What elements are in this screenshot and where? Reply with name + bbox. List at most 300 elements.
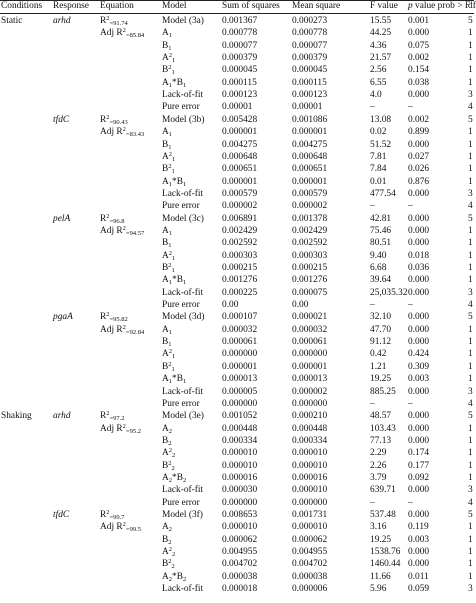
- cell-f-value: 75.46: [370, 225, 392, 236]
- cell-sum-of-squares: 0.000001: [222, 361, 258, 372]
- cell-p-value: 0.075: [408, 40, 430, 51]
- cell-mean-square: 0.000013: [292, 374, 328, 385]
- cell-df: 4: [468, 497, 473, 508]
- model-term-subscript: 2: [171, 563, 175, 571]
- cell-f-value: 7.84: [370, 164, 387, 175]
- cell-mean-square: 0.004955: [292, 547, 328, 558]
- header-f-value: F value: [370, 1, 398, 11]
- cell-mean-square: 0.000303: [292, 250, 328, 261]
- model-term-superscript: 2: [168, 447, 173, 455]
- model-term-base: A: [162, 349, 169, 360]
- model-term-subscript: 1: [172, 353, 176, 361]
- cell-sum-of-squares: 0.006891: [222, 213, 258, 224]
- cell-df: 5: [468, 213, 473, 224]
- cell-equation: [100, 410, 125, 423]
- cell-df: 1: [468, 337, 473, 348]
- cell-p-value: 0.000: [408, 547, 430, 558]
- cell-sum-of-squares: 0.000001: [222, 176, 258, 187]
- model-term-superscript: 2: [168, 64, 172, 72]
- cell-mean-square: 0.000648: [292, 151, 328, 162]
- cell-conditions: Static: [1, 16, 23, 26]
- equation-term-superscript: 2: [106, 410, 110, 418]
- equation-term-subscript: =95.2: [125, 427, 141, 435]
- cell-p-value: 0.177: [408, 460, 430, 471]
- model-term-subscript: 2: [168, 476, 173, 484]
- table-row: [0, 287, 474, 300]
- table-row: [0, 27, 474, 40]
- model-term-base: *B: [172, 77, 183, 88]
- cell-f-value: 21.57: [370, 53, 392, 64]
- model-term-superscript: 2: [168, 163, 172, 171]
- cell-f-value: –: [370, 201, 375, 212]
- model-term-subscript: 2: [168, 427, 173, 435]
- equation-term-subscript: =83.43: [125, 131, 145, 139]
- table-row: [0, 262, 474, 275]
- equation-term-base: Adj R: [100, 423, 123, 434]
- equation-term-subscript: =97.2: [109, 415, 125, 423]
- cell-p-value: 0.000: [408, 238, 430, 249]
- cell-model: [162, 435, 172, 448]
- model-term-base: *B: [172, 374, 183, 385]
- equation-term-superscript: 2: [122, 521, 126, 529]
- header-p-rest: value prob > F: [412, 1, 471, 11]
- cell-df: 3: [468, 584, 473, 595]
- cell-df: 1: [468, 127, 473, 138]
- cell-f-value: 477.54: [370, 188, 396, 199]
- model-term-base: B: [162, 238, 169, 249]
- model-term-subscript: 1: [168, 32, 173, 40]
- cell-f-value: 7.81: [370, 151, 387, 162]
- cell-model: [162, 250, 175, 263]
- cell-sum-of-squares: 0.000018: [222, 584, 258, 595]
- cell-model: [162, 225, 172, 238]
- cell-p-value: 0.174: [408, 448, 430, 459]
- cell-sum-of-squares: 0.004702: [222, 559, 258, 570]
- cell-model: [162, 521, 172, 534]
- cell-sum-of-squares: 0.004955: [222, 547, 258, 558]
- model-term-base: *B: [172, 176, 183, 187]
- cell-f-value: 0.42: [370, 349, 387, 360]
- cell-sum-of-squares: 0.000123: [222, 90, 258, 101]
- model-term-base: Lack-of-fit: [162, 90, 204, 101]
- cell-f-value: 15.55: [370, 16, 392, 26]
- cell-sum-of-squares: 0.004275: [222, 139, 258, 150]
- model-term-subscript: 1: [171, 69, 175, 77]
- cell-df: 5: [468, 411, 473, 422]
- cell-p-value: 0.000: [408, 275, 430, 286]
- model-term-subscript: 1: [171, 365, 175, 373]
- model-term-subscript: 1: [182, 180, 187, 188]
- cell-p-value: 0.001: [408, 16, 430, 26]
- cell-f-value: 5.96: [370, 584, 387, 595]
- cell-model: [162, 287, 203, 300]
- table-row: [0, 126, 474, 139]
- cell-mean-square: 0.004702: [292, 559, 328, 570]
- equation-term-subscript: =95.82: [109, 316, 128, 324]
- equation-term-base: R: [100, 114, 107, 125]
- cell-model: [162, 213, 204, 226]
- cell-sum-of-squares: 0.000379: [222, 53, 258, 64]
- cell-df: 1: [468, 28, 473, 39]
- cell-model: [162, 583, 203, 596]
- cell-p-value: 0.026: [408, 164, 430, 175]
- cell-response: tfdC: [53, 114, 70, 125]
- model-term-subscript: 1: [168, 143, 172, 151]
- cell-equation: [100, 114, 128, 127]
- equation-term-superscript: 2: [106, 15, 110, 22]
- cell-f-value: 44.25: [370, 28, 392, 39]
- equation-term-superscript: 2: [122, 27, 126, 35]
- cell-equation: [100, 521, 141, 534]
- table-row: [0, 237, 474, 250]
- cell-p-value: 0.018: [408, 250, 430, 261]
- model-term-base: B: [162, 559, 169, 570]
- cell-sum-of-squares: 0.000061: [222, 337, 258, 348]
- table-row: [0, 373, 474, 386]
- cell-df: 1: [468, 361, 473, 372]
- cell-model: [162, 534, 172, 547]
- model-term-subscript: 1: [182, 279, 187, 287]
- cell-p-value: 0.000: [408, 324, 430, 335]
- cell-model: [162, 237, 172, 250]
- cell-sum-of-squares: 0.000010: [222, 448, 258, 459]
- cell-sum-of-squares: 0.000038: [222, 571, 258, 582]
- table-row: [0, 558, 474, 571]
- cell-mean-square: 0.000010: [292, 460, 328, 471]
- cell-f-value: –: [370, 398, 375, 409]
- cell-model: [162, 373, 186, 386]
- cell-f-value: 0.02: [370, 127, 387, 138]
- cell-sum-of-squares: 0.000000: [222, 398, 258, 409]
- cell-sum-of-squares: 0.000010: [222, 460, 258, 471]
- model-term-base: A: [162, 522, 169, 533]
- model-term-subscript: 2: [168, 439, 172, 447]
- cell-df: 1: [468, 164, 473, 175]
- model-term-subscript: 2: [182, 575, 187, 583]
- cell-model: [162, 423, 172, 436]
- cell-df: 3: [468, 188, 473, 199]
- cell-df: 1: [468, 522, 473, 533]
- cell-df: 5: [468, 312, 473, 323]
- cell-df: 1: [468, 77, 473, 88]
- model-term-base: A: [162, 225, 169, 236]
- cell-model: [162, 558, 175, 571]
- cell-f-value: 103.43: [370, 423, 396, 434]
- cell-f-value: 1.21: [370, 361, 387, 372]
- cell-model: [162, 324, 172, 337]
- cell-model: [162, 77, 186, 90]
- cell-model: [162, 410, 204, 423]
- cell-p-value: 0.011: [408, 571, 429, 582]
- cell-df: 1: [468, 275, 473, 286]
- cell-sum-of-squares: 0.000000: [222, 497, 258, 508]
- equation-term-subscript: =96.8: [109, 217, 125, 225]
- table-row: [0, 101, 474, 114]
- model-term-base: B: [162, 361, 169, 372]
- model-term-base: A: [162, 423, 169, 434]
- cell-f-value: 77.13: [370, 435, 392, 446]
- cell-sum-of-squares: 0.001367: [222, 16, 258, 26]
- header-p-italic: p: [408, 1, 413, 11]
- cell-mean-square: 0.001731: [292, 510, 328, 520]
- equation-term-base: R: [100, 411, 107, 422]
- cell-f-value: 42.81: [370, 213, 392, 224]
- cell-f-value: 80.51: [370, 238, 392, 249]
- cell-p-value: 0.424: [408, 349, 430, 360]
- cell-mean-square: 0.001086: [292, 114, 328, 125]
- model-term-base: Model (3f): [162, 510, 203, 520]
- cell-df: 5: [468, 114, 473, 125]
- model-term-base: A: [162, 151, 169, 162]
- cell-p-value: 0.000: [408, 213, 430, 224]
- model-term-subscript: 1: [168, 131, 173, 139]
- header-conditions: Conditions: [1, 1, 43, 11]
- cell-df: 1: [468, 263, 473, 273]
- model-term-subscript: 1: [168, 341, 172, 349]
- cell-f-value: 885.25: [370, 386, 396, 397]
- equation-term-superscript: 2: [122, 224, 126, 232]
- cell-sum-of-squares: 0.001276: [222, 275, 258, 286]
- cell-p-value: 0.059: [408, 584, 430, 595]
- cell-df: 1: [468, 225, 473, 236]
- cell-mean-square: 0.000778: [292, 28, 328, 39]
- cell-mean-square: 0.000000: [292, 398, 328, 409]
- cell-p-value: 0.027: [408, 151, 430, 162]
- table-row: [0, 571, 474, 584]
- cell-f-value: 25,035.32: [370, 287, 408, 298]
- cell-sum-of-squares: 0.000032: [222, 324, 258, 335]
- model-term-superscript: 2: [168, 360, 172, 368]
- equation-term-superscript: 2: [106, 113, 110, 121]
- cell-p-value: 0.000: [408, 435, 430, 446]
- cell-mean-square: 0.000016: [292, 472, 328, 483]
- cell-p-value: 0.000: [408, 225, 430, 236]
- cell-p-value: 0.000: [408, 287, 430, 298]
- cell-equation: [100, 311, 128, 324]
- cell-model: [162, 64, 175, 77]
- cell-response: arhd: [53, 411, 71, 422]
- cell-sum-of-squares: 0.000651: [222, 164, 258, 175]
- cell-mean-square: 0.000062: [292, 534, 328, 545]
- table-row: [0, 274, 474, 287]
- cell-model: [162, 361, 175, 374]
- cell-df: 3: [468, 386, 473, 397]
- model-term-base: A: [162, 374, 169, 385]
- table-row: [0, 188, 474, 201]
- table-row: [0, 410, 474, 423]
- equation-term-superscript: 2: [122, 323, 126, 331]
- model-term-base: Model (3c): [162, 213, 204, 224]
- cell-sum-of-squares: 0.000001: [222, 127, 258, 138]
- cell-f-value: 6.68: [370, 263, 387, 273]
- table-row: [0, 151, 474, 164]
- cell-p-value: 0.309: [408, 361, 430, 372]
- model-term-subscript: 1: [168, 180, 173, 188]
- header-equation: Equation: [100, 1, 134, 11]
- table-row: [0, 497, 474, 510]
- cell-sum-of-squares: 0.008653: [222, 510, 258, 520]
- model-term-base: Pure error: [162, 398, 200, 409]
- model-term-base: B: [162, 337, 169, 348]
- table-row: [0, 311, 474, 324]
- table-row: [0, 546, 474, 559]
- header-model: Model: [162, 1, 187, 11]
- table-row: [0, 163, 474, 176]
- cell-mean-square: 0.000010: [292, 448, 328, 459]
- cell-df: 3: [468, 287, 473, 298]
- cell-df: 4: [468, 398, 473, 409]
- cell-f-value: 3.16: [370, 522, 387, 533]
- cell-p-value: 0.003: [408, 374, 430, 385]
- equation-term-subscript: =91.74: [109, 20, 128, 27]
- table-row: [0, 361, 474, 374]
- equation-term-superscript: 2: [106, 212, 110, 220]
- table-row: [0, 336, 474, 349]
- cell-df: 1: [468, 176, 473, 187]
- equation-term-base: R: [100, 213, 107, 224]
- cell-mean-square: 0.000010: [292, 485, 328, 496]
- cell-response: arhd: [53, 16, 71, 26]
- cell-p-value: 0.876: [408, 176, 430, 187]
- cell-sum-of-squares: 0.000448: [222, 423, 258, 434]
- cell-mean-square: 0.000001: [292, 127, 328, 138]
- cell-p-value: –: [408, 102, 413, 113]
- cell-mean-square: 0.000215: [292, 263, 328, 273]
- cell-f-value: 47.70: [370, 324, 392, 335]
- cell-model: [162, 114, 204, 127]
- model-term-base: Lack-of-fit: [162, 386, 204, 397]
- model-term-subscript: 1: [172, 155, 176, 163]
- cell-model: [162, 447, 175, 460]
- cell-f-value: 1460.44: [370, 559, 401, 570]
- equation-term-superscript: 2: [106, 311, 110, 319]
- cell-sum-of-squares: 0.000016: [222, 472, 258, 483]
- cell-equation: [100, 126, 144, 139]
- model-term-superscript: 2: [168, 52, 173, 60]
- model-term-subscript: 1: [168, 229, 173, 237]
- cell-df: 1: [468, 53, 473, 64]
- model-term-base: A: [162, 176, 169, 187]
- cell-df: 4: [468, 300, 473, 311]
- cell-df: 1: [468, 374, 473, 385]
- cell-p-value: 0.000: [408, 386, 430, 397]
- cell-p-value: –: [408, 201, 413, 212]
- cell-p-value: 0.003: [408, 534, 430, 545]
- model-term-superscript: 2: [168, 348, 173, 356]
- model-term-base: A: [162, 324, 169, 335]
- cell-mean-square: 0.000006: [292, 584, 328, 595]
- cell-f-value: –: [370, 300, 375, 311]
- cell-model: [162, 336, 172, 349]
- cell-p-value: 0.000: [408, 411, 430, 422]
- cell-model: [162, 386, 203, 399]
- cell-f-value: 13.08: [370, 114, 392, 125]
- model-term-subscript: 2: [172, 551, 176, 559]
- cell-df: 1: [468, 349, 473, 360]
- cell-p-value: 0.000: [408, 28, 430, 39]
- cell-f-value: 0.01: [370, 176, 387, 187]
- cell-conditions: Shaking: [1, 411, 32, 422]
- model-term-base: A: [162, 547, 169, 558]
- cell-model: [162, 188, 203, 201]
- cell-response: tfdC: [53, 510, 70, 520]
- equation-term-subscript: =92.84: [125, 328, 145, 336]
- cell-f-value: 11.66: [370, 571, 391, 582]
- cell-model: [162, 274, 186, 287]
- equation-term-base: Adj R: [100, 522, 123, 533]
- cell-sum-of-squares: 0.000648: [222, 151, 258, 162]
- cell-sum-of-squares: 0.000115: [222, 77, 257, 88]
- cell-mean-square: 0.00001: [292, 102, 323, 113]
- cell-model: [162, 176, 186, 189]
- table-row: [0, 484, 474, 497]
- model-term-subscript: 1: [182, 81, 187, 89]
- cell-f-value: 19.25: [370, 534, 392, 545]
- cell-model: [162, 398, 200, 411]
- cell-f-value: 2.56: [370, 65, 387, 76]
- table-row: [0, 114, 474, 127]
- equation-term-base: R: [100, 510, 107, 520]
- cell-mean-square: 0.000002: [292, 201, 328, 212]
- header-sum-of-squares: Sum of squares: [222, 1, 280, 11]
- model-term-base: A: [162, 77, 169, 88]
- cell-mean-square: 0.000123: [292, 90, 328, 101]
- cell-model: [162, 311, 204, 324]
- cell-equation: [100, 423, 141, 436]
- cell-mean-square: 0.000002: [292, 386, 328, 397]
- equation-term-base: Adj R: [100, 225, 123, 236]
- cell-df: 1: [468, 151, 473, 162]
- cell-sum-of-squares: 0.000000: [222, 349, 258, 360]
- cell-model: [162, 126, 172, 139]
- table-row: [0, 89, 474, 102]
- model-term-base: B: [162, 65, 169, 76]
- model-term-base: *B: [172, 472, 183, 483]
- model-term-base: Pure error: [162, 497, 200, 508]
- model-term-base: B: [162, 534, 169, 545]
- cell-mean-square: 0.001378: [292, 213, 328, 224]
- cell-sum-of-squares: 0.000010: [222, 522, 258, 533]
- cell-model: [162, 27, 172, 40]
- cell-df: 4: [468, 201, 473, 212]
- equation-term-superscript: 2: [122, 126, 126, 134]
- cell-sum-of-squares: 0.000005: [222, 386, 258, 397]
- model-term-subscript: 1: [171, 267, 175, 274]
- cell-df: 1: [468, 435, 473, 446]
- cell-response: pelA: [53, 213, 71, 224]
- cell-sum-of-squares: 0.002429: [222, 225, 258, 236]
- cell-mean-square: 0.000273: [292, 16, 328, 26]
- table-row: [0, 460, 474, 473]
- cell-sum-of-squares: 0.000334: [222, 435, 258, 446]
- cell-mean-square: 0.000579: [292, 188, 328, 199]
- table-row: [0, 348, 474, 361]
- cell-f-value: 4.36: [370, 40, 387, 51]
- cell-df: 1: [468, 448, 473, 459]
- cell-mean-square: 0.002429: [292, 225, 328, 236]
- equation-term-base: Adj R: [100, 28, 123, 39]
- model-term-superscript: 2: [168, 459, 172, 467]
- table-row: [0, 52, 474, 65]
- cell-f-value: 2.29: [370, 448, 387, 459]
- model-term-subscript: 2: [171, 464, 175, 472]
- table-row: [0, 200, 474, 213]
- cell-mean-square: 0.00: [292, 300, 309, 311]
- cell-df: 1: [468, 324, 473, 335]
- cell-sum-of-squares: 0.000045: [222, 65, 258, 76]
- cell-df: 5: [468, 16, 473, 26]
- cell-model: [162, 348, 175, 361]
